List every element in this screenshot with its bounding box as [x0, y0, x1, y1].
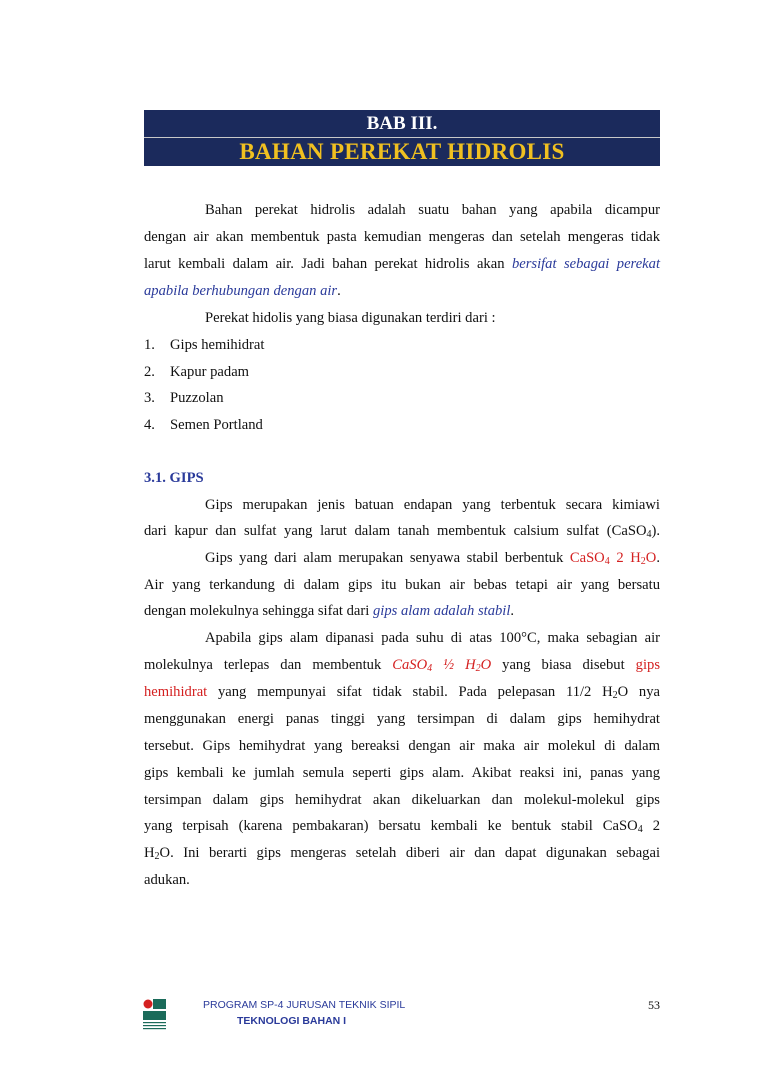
text-span: Gips yang dari alam merupakan senyawa stabil berbentuk: [205, 550, 570, 566]
intro-line-4: [144, 278, 660, 305]
emphasis-blue: gips alam adalah stabil: [372, 603, 511, 619]
text-span: yang terpisah (karena pembakaran) bersatu kembali ke bentuk stabil CaSO: [144, 818, 638, 834]
text-span: yang mempunyai sifat tidak stabil. Pada pelepasan 11/2 H: [207, 684, 613, 700]
gips-p3-line-9: [144, 840, 660, 867]
formula-red-italic: [392, 657, 491, 673]
subscript: 2: [154, 851, 160, 862]
text-span: O: [480, 657, 492, 673]
text-span: yang biasa disebut: [491, 657, 636, 673]
intro-line-2: dengan air akan membentuk pasta kemudian mengeras dan setelah mengeras tidak: [144, 229, 660, 245]
intro-line-1: Bahan perekat hidrolis adalah suatu bahan yang apabila dicampur: [205, 202, 660, 218]
chapter-number: BAB III.: [366, 113, 438, 134]
gips-p3-line-8: [144, 813, 660, 840]
text-span: O. Ini berarti gips mengeras setelah diberi air dan dapat digunakan sebagai: [159, 845, 660, 861]
section-heading: 3.1. GIPS: [144, 470, 204, 486]
chapter-title: BAHAN PEREKAT HIDROLIS: [239, 139, 565, 164]
text-span: 2: [642, 818, 660, 834]
intro-line-3: [144, 251, 660, 278]
text-span: CaSO: [392, 657, 428, 673]
intro-paragraph-2: Perekat hidolis yang biasa digunakan terdiri dari :: [205, 310, 496, 326]
institution-logo-icon: [141, 998, 167, 1032]
gips-p3-line-5: tersebut. Gips hemihydrat yang bereaksi dengan air maka air molekul di dalam: [144, 738, 660, 754]
intro-line-3-text: larut kembali dalam air. Jadi bahan perekat hidrolis akan: [144, 256, 512, 272]
gips-p3-line-7: tersimpan dalam gips hemihydrat akan dikeluarkan dan molekul-molekul gips: [144, 792, 660, 808]
list-item: [144, 412, 263, 439]
text-span: dengan molekulnya sehingga sifat dari: [144, 603, 373, 619]
footer-program: PROGRAM SP-4 JURUSAN TEKNIK SIPIL: [203, 999, 406, 1011]
term-red: gips: [635, 657, 660, 673]
text-span: O nya: [617, 684, 660, 700]
list-label: Kapur padam: [170, 364, 250, 380]
text-span: ).: [651, 523, 660, 539]
list-number: 3.: [144, 390, 155, 406]
gips-p3-line-4: menggunakan energi panas tinggi yang tersimpan di dalam gips hemihydrat: [144, 711, 660, 727]
list-label: Gips hemihidrat: [170, 337, 265, 353]
formula-red: [570, 550, 656, 566]
gips-p1-line-1: Gips merupakan jenis batuan endapan yang terbentuk secara kimiawi: [205, 497, 660, 513]
list-label: Semen Portland: [170, 417, 263, 433]
subscript: 4: [604, 556, 610, 567]
text-span: H: [144, 845, 155, 861]
subscript: 4: [637, 824, 643, 835]
text-span: molekulnya terlepas dan membentuk: [144, 657, 393, 673]
subscript: 2: [475, 663, 481, 674]
list-item: [144, 359, 249, 386]
text-span: CaSO: [569, 550, 605, 566]
text-span: .: [656, 550, 660, 566]
list-number: 1.: [144, 337, 155, 353]
gips-p3-line-2: [144, 652, 660, 679]
gips-p3-line-6: gips kembali ke jumlah semula seperti gips alam. Akibat reaksi ini, panas yang: [144, 765, 660, 781]
list-item: [144, 385, 224, 412]
gips-p2-line-1: [144, 545, 660, 572]
subscript: 4: [646, 529, 652, 540]
subscript: 2: [612, 690, 618, 701]
chapter-title-box: [144, 110, 660, 166]
footer-course: TEKNOLOGI BAHAN I: [237, 1015, 347, 1027]
text-span: O: [645, 550, 657, 566]
gips-p3-line-1: Apabila gips alam dipanasi pada suhu di atas 100°C, maka sebagian air: [205, 630, 660, 646]
gips-p3-line-3: [144, 679, 660, 706]
intro-emphasis-1: bersifat sebagai perekat: [511, 256, 661, 272]
gips-p1-line-2: [144, 518, 660, 545]
text-span: ½ H: [432, 657, 476, 673]
list-item: [144, 332, 264, 359]
gips-p3-line-10: adukan.: [144, 872, 190, 888]
intro-line-4-end: .: [337, 283, 341, 299]
term-red: hemihidrat: [144, 684, 208, 700]
intro-emphasis-2: apabila berhubungan dengan air: [144, 283, 338, 299]
list-label: Puzzolan: [170, 390, 224, 406]
page-number: 53: [648, 998, 660, 1012]
list-number: 2.: [144, 364, 155, 380]
gips-p2-line-2: Air yang terkandung di dalam gips itu bukan air bebas tetapi air yang bersatu: [144, 577, 660, 593]
subscript: 2: [640, 556, 646, 567]
text-span: 2 H: [609, 550, 641, 566]
text-span: .: [510, 603, 515, 619]
text-span: dari kapur dan sulfat yang larut dalam tanah membentuk calsium sulfat (CaSO: [144, 523, 647, 539]
gips-p2-line-3: [144, 598, 660, 625]
list-number: 4.: [144, 417, 155, 433]
subscript: 4: [427, 663, 433, 674]
